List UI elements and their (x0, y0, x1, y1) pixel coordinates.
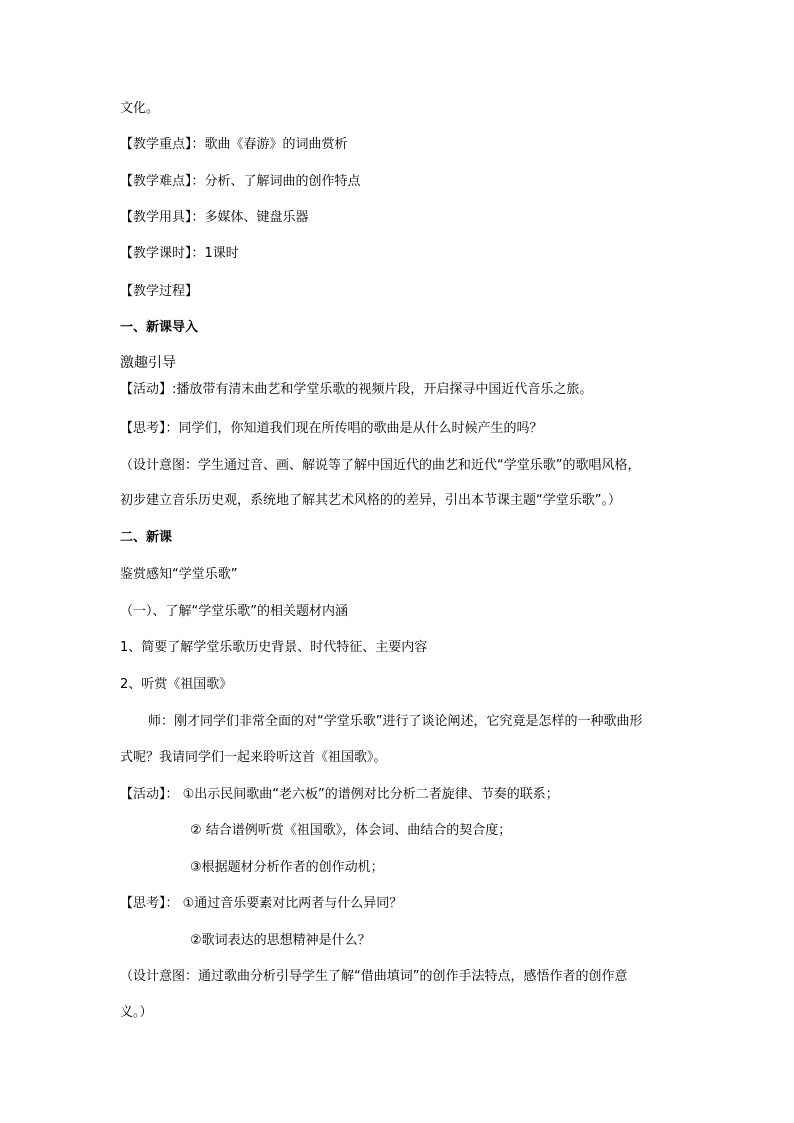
section-heading-2: 二、新课 (120, 530, 173, 545)
activity-line: 【活动】:播放带有清末曲艺和学堂乐歌的视频片段，开启探寻中国近代音乐之旅。 (120, 382, 593, 397)
subheading: 鉴赏感知“学堂乐歌” (120, 567, 238, 582)
design-intent-line: 初步建立音乐历史观，系统地了解其艺术风格的的差异，引出本节课主题“学堂乐歌”。） (120, 493, 621, 508)
paragraph-line: 师：刚才同学们非常全面的对“学堂乐歌”进行了谈论阐述，它究竟是怎样的一种歌曲形 (148, 714, 643, 729)
activity-line: ③根据题材分析作者的创作动机； (190, 860, 384, 875)
list-item: 1、简要了解学堂乐歌历史背景、时代特征、主要内容 (120, 640, 428, 655)
activity-line: ② 结合谱例听赏《祖国歌》，体会词、曲结合的契合度； (190, 823, 512, 838)
design-intent-line: 义。） (120, 1005, 153, 1020)
design-intent-line: （设计意图：通过歌曲分析引导学生了解“借曲填词”的创作手法特点，感悟作者的创作意 (120, 969, 628, 984)
design-intent-line: （设计意图：学生通过音、画、解说等了解中国近代的曲艺和近代“学堂乐歌”的歌唱风格， (120, 458, 641, 473)
thinking-line: 【思考】：同学们，你知道我们现在所传唱的歌曲是从什么时候产生的吗？ (120, 421, 543, 436)
section-heading-1: 一、新课导入 (120, 320, 199, 335)
list-item: 2、听赏《祖国歌》 (120, 677, 233, 692)
difficulty-line: 【教学难点】：分析、了解词曲的创作特点 (120, 174, 361, 189)
tools-line: 【教学用具】：多媒体、键盘乐器 (120, 210, 309, 225)
key-point-line: 【教学重点】：歌曲《春游》的词曲赏析 (120, 137, 348, 152)
activity-line: 【活动】： ①出示民间歌曲“老六板”的谱例对比分析二者旋律、节奏的联系； (120, 787, 559, 802)
process-heading: 【教学过程】 (120, 284, 199, 299)
thinking-line: ②歌词表达的思想精神是什么？ (190, 933, 371, 948)
paragraph-line: 式呢？我请同学们一起来聆听这首《祖国歌》。 (120, 750, 387, 765)
thinking-line: 【思考】： ①通过音乐要素对比两者与什么异同？ (120, 896, 403, 911)
subsection-line: （一）、了解“学堂乐歌”的相关题材内涵 (120, 604, 348, 619)
text-line: 文化。 (120, 101, 160, 116)
hours-line: 【教学课时】：1课时 (120, 246, 239, 261)
subheading: 激趣引导 (120, 355, 176, 371)
